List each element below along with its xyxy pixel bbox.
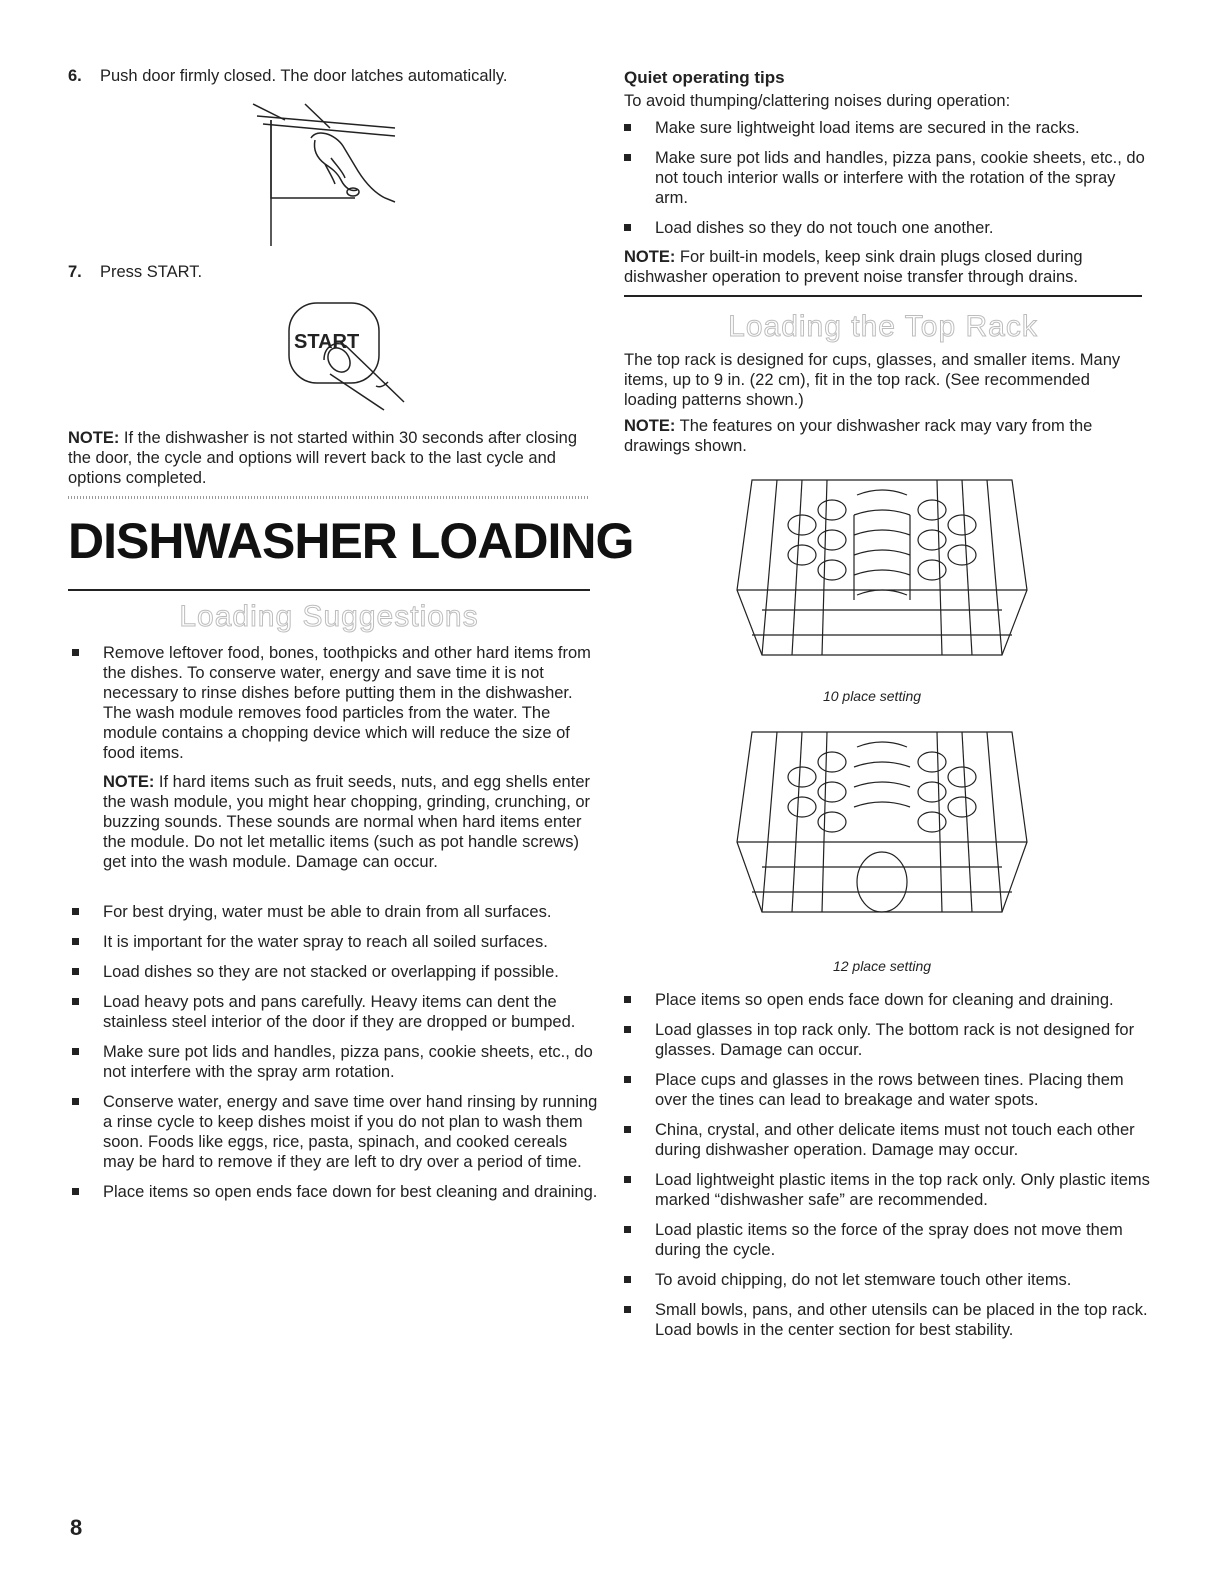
list-item: Load dishes so they do not touch one another. bbox=[620, 218, 1146, 238]
bullet-square-icon bbox=[624, 1176, 631, 1183]
wash-module-note bbox=[103, 772, 595, 872]
bullet-square-icon bbox=[72, 649, 79, 656]
list-item: Load dishes so they are not stacked or overlapping if possible. bbox=[68, 962, 598, 982]
list-item: To avoid chipping, do not let stemware touch other items. bbox=[620, 1270, 1150, 1290]
bullet-square-icon bbox=[624, 154, 631, 161]
main-heading: DISHWASHER LOADING bbox=[68, 513, 634, 569]
list-item: Make sure pot lids and handles, pizza pans, cookie sheets, etc., do not interfere with the spray arm rotation. bbox=[68, 1042, 598, 1082]
bullet-square-icon bbox=[624, 124, 631, 131]
bullet-square-icon bbox=[624, 224, 631, 231]
bullet-square-icon bbox=[624, 996, 631, 1003]
bullet-square-icon bbox=[72, 968, 79, 975]
list-item: Place items so open ends face down for cleaning and draining. bbox=[620, 990, 1150, 1010]
dotted-divider bbox=[68, 496, 590, 499]
bullet-square-icon bbox=[72, 1188, 79, 1195]
step-6-number: 6. bbox=[68, 67, 82, 85]
step-6-text: Push door firmly closed. The door latches automatically. bbox=[100, 67, 508, 85]
list-item: Conserve water, energy and save time over hand rinsing by running a rinse cycle to keep dishes moist if you do not plan to wash them soon. Foods like eggs, rice, pasta, spinach, and cooked cereals may be hard to remove if they are left to dry over a period of time. bbox=[68, 1092, 598, 1172]
loading-suggestions-list-1 bbox=[68, 643, 598, 763]
list-item: It is important for the water spray to reach all soiled surfaces. bbox=[68, 932, 598, 952]
step-7-number: 7. bbox=[68, 263, 82, 281]
list-item: Place items so open ends face down for best cleaning and draining. bbox=[68, 1182, 598, 1202]
quiet-tips-list bbox=[620, 118, 1146, 238]
list-item: Remove leftover food, bones, toothpicks and other hard items from the dishes. To conserve water, energy and save time it is not necessary to rinse dishes before putting them in the dishwasher. The wash module removes food particles from the water. The module contains a chopping device which will reduce the size of food items. bbox=[68, 643, 598, 763]
list-item: Place cups and glasses in the rows between tines. Placing them over the tines can lead to breakage and water spots. bbox=[620, 1070, 1150, 1110]
list-item: Load glasses in top rack only. The bottom rack is not designed for glasses. Damage can occur. bbox=[620, 1020, 1150, 1060]
bullet-square-icon bbox=[72, 998, 79, 1005]
page-number: 8 bbox=[70, 1515, 83, 1540]
top-rack-list bbox=[620, 990, 1150, 1340]
bullet-square-icon bbox=[72, 1048, 79, 1055]
top-rack-note-text: The features on your dishwasher rack may vary from the drawings shown. bbox=[624, 417, 1093, 455]
section-title-top-rack: Loading the Top Rack bbox=[728, 310, 1038, 343]
top-rack-note-label: NOTE: bbox=[624, 417, 676, 435]
bullet-square-icon bbox=[624, 1076, 631, 1083]
start-button-illustration bbox=[284, 298, 414, 418]
rack-12-place-illustration bbox=[732, 722, 1032, 922]
bullet-square-icon bbox=[624, 1026, 631, 1033]
heading-rule-right bbox=[624, 295, 1142, 297]
bullet-square-icon bbox=[624, 1126, 631, 1133]
bullet-square-icon bbox=[624, 1276, 631, 1283]
quiet-heading: Quiet operating tips bbox=[624, 68, 785, 87]
bullet-square-icon bbox=[72, 938, 79, 945]
wash-module-note-label: NOTE: bbox=[103, 773, 155, 791]
list-item: Load lightweight plastic items in the top rack only. Only plastic items marked “dishwasher safe” are recommended. bbox=[620, 1170, 1150, 1210]
start-note bbox=[68, 428, 596, 488]
quiet-intro: To avoid thumping/clattering noises during operation: bbox=[624, 92, 1011, 110]
bullet-square-icon bbox=[624, 1226, 631, 1233]
top-rack-note bbox=[624, 416, 1144, 456]
section-title-loading-suggestions: Loading Suggestions bbox=[179, 600, 479, 633]
start-note-text: If the dishwasher is not started within 30 seconds after closing the door, the cycle and options will revert back to the last cycle and options completed. bbox=[68, 429, 578, 487]
top-rack-intro: The top rack is designed for cups, glasses, and smaller items. Many items, up to 9 in. (22 cm), fit in the top rack. (See recommended loading patterns shown.) bbox=[624, 351, 1121, 409]
list-item: Load heavy pots and pans carefully. Heavy items can dent the stainless steel interior of the door if they are dropped or bumped. bbox=[68, 992, 598, 1032]
quiet-note-text: For built-in models, keep sink drain plugs closed during dishwasher operation to prevent noise transfer through drains. bbox=[624, 248, 1083, 286]
list-item: China, crystal, and other delicate items must not touch each other during dishwasher operation. Damage may occur. bbox=[620, 1120, 1150, 1160]
list-item: Make sure pot lids and handles, pizza pans, cookie sheets, etc., do not touch interior walls or interfere with the rotation of the spray arm. bbox=[620, 148, 1146, 208]
quiet-note-label: NOTE: bbox=[624, 248, 676, 266]
door-closing-illustration bbox=[245, 98, 405, 248]
loading-suggestions-list-2 bbox=[68, 902, 598, 1202]
rack-10-place-caption: 10 place setting bbox=[822, 688, 922, 704]
rack-12-place-caption: 12 place setting bbox=[832, 958, 932, 974]
bullet-square-icon bbox=[72, 1098, 79, 1105]
wash-module-note-text: If hard items such as fruit seeds, nuts, and egg shells enter the wash module, you might hear chopping, grinding, crunching, or buzzing sounds. These sounds are normal when hard items enter the module. Do not let metallic items (such as pot handle screws) get into the wash module. Damage can occur. bbox=[103, 773, 591, 871]
list-item: Small bowls, pans, and other utensils can be placed in the top rack. Load bowls in the center section for best stability. bbox=[620, 1300, 1150, 1340]
start-note-label: NOTE: bbox=[68, 429, 120, 447]
rack-10-place-illustration bbox=[732, 470, 1032, 670]
heading-rule-left bbox=[68, 589, 590, 591]
bullet-square-icon bbox=[624, 1306, 631, 1313]
list-item: Make sure lightweight load items are secured in the racks. bbox=[620, 118, 1146, 138]
list-item: Load plastic items so the force of the spray does not move them during the cycle. bbox=[620, 1220, 1150, 1260]
list-item: For best drying, water must be able to drain from all surfaces. bbox=[68, 902, 598, 922]
start-button-label: START bbox=[294, 331, 360, 353]
step-7-text: Press START. bbox=[100, 263, 203, 281]
bullet-square-icon bbox=[72, 908, 79, 915]
quiet-note bbox=[624, 247, 1144, 287]
